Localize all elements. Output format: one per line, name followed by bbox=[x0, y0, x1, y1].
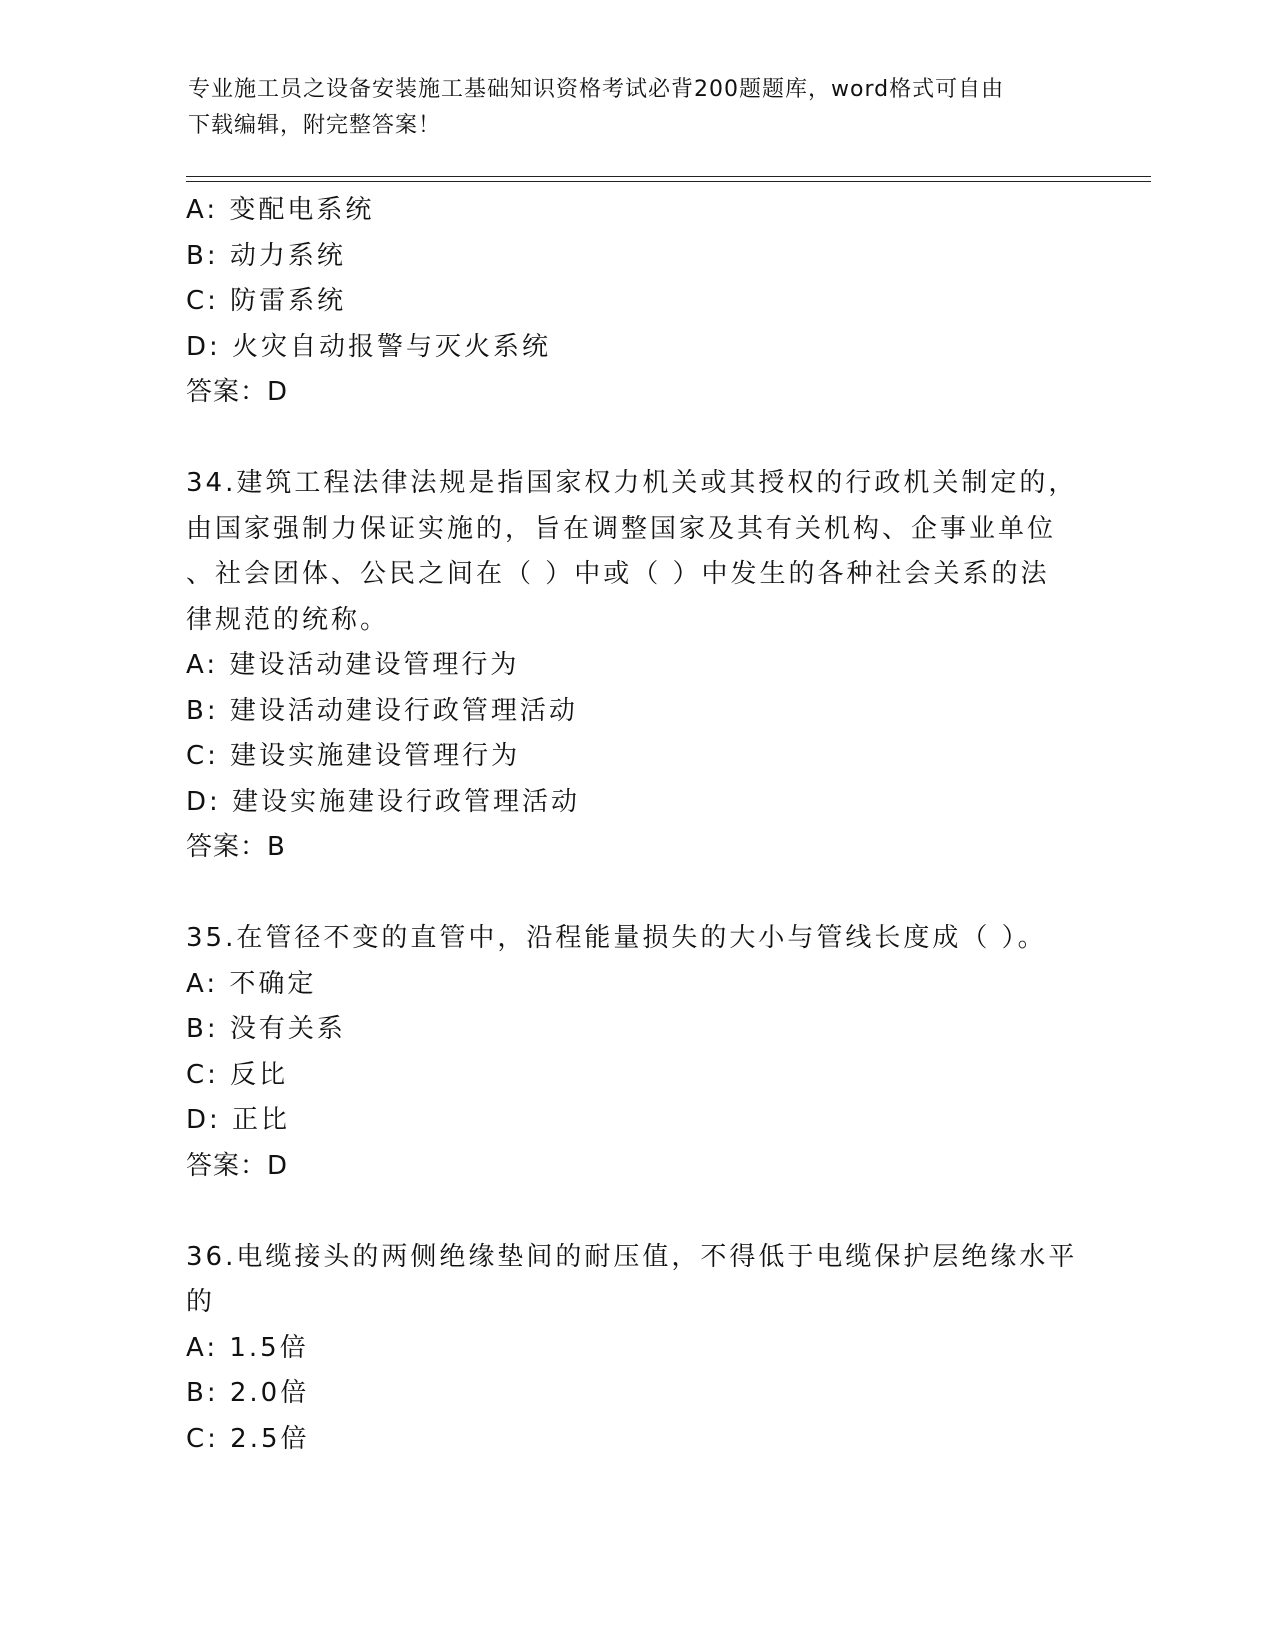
option-a: A: 建设活动建设管理行为 bbox=[186, 650, 520, 680]
question-spacer bbox=[186, 871, 1086, 917]
header-line-2: 下载编辑，附完整答案！ bbox=[188, 113, 442, 138]
question-34 bbox=[186, 461, 1086, 871]
header-divider-bottom bbox=[186, 181, 1151, 182]
question-35 bbox=[186, 916, 1086, 1189]
document-header bbox=[188, 72, 1068, 144]
option-b: B: 2.0倍 bbox=[186, 1378, 310, 1408]
question-spacer bbox=[186, 416, 1086, 462]
option-d: D: 正比 bbox=[186, 1105, 291, 1135]
answer-line: 答案：B bbox=[186, 832, 286, 862]
option-b: B: 没有关系 bbox=[186, 1014, 346, 1044]
question-text-line: 36.电缆接头的两侧绝缘垫间的耐压值，不得低于电缆保护层绝缘水平 bbox=[186, 1241, 1078, 1272]
question-33 bbox=[186, 188, 1086, 416]
option-c: C: 建设实施建设管理行为 bbox=[186, 741, 521, 771]
option-c: C: 防雷系统 bbox=[186, 286, 347, 316]
header-line-1: 专业施工员之设备安装施工基础知识资格考试必背200题题库，word格式可自由 bbox=[188, 77, 1005, 102]
question-36 bbox=[186, 1235, 1086, 1463]
option-b: B: 动力系统 bbox=[186, 240, 346, 271]
question-spacer bbox=[186, 1189, 1086, 1235]
question-text-line: 的 bbox=[186, 1287, 216, 1317]
option-d: D: 建设实施建设行政管理活动 bbox=[186, 786, 581, 817]
option-a: A: 1.5倍 bbox=[186, 1332, 309, 1363]
question-text-line: 律规范的统称。 bbox=[186, 604, 390, 635]
question-text-line: 34.建筑工程法律法规是指国家权力机关或其授权的行政机关制定的， bbox=[186, 468, 1078, 498]
header-divider-top bbox=[186, 176, 1151, 177]
option-a: A: 不确定 bbox=[186, 968, 317, 999]
answer-line: 答案：D bbox=[186, 1150, 289, 1181]
option-c: C: 反比 bbox=[186, 1059, 289, 1090]
answer-line: 答案：D bbox=[186, 377, 289, 407]
question-text-line: 由国家强制力保证实施的，旨在调整国家及其有关机构、企事业单位 bbox=[186, 513, 1057, 544]
option-a: A: 变配电系统 bbox=[186, 195, 375, 225]
question-content bbox=[186, 188, 1086, 1462]
option-c: C: 2.5倍 bbox=[186, 1423, 310, 1454]
option-b: B: 建设活动建设行政管理活动 bbox=[186, 695, 578, 726]
question-text-line: 35.在管径不变的直管中，沿程能量损失的大小与管线长度成（ ）。 bbox=[186, 923, 1047, 953]
question-text-line: 、社会团体、公民之间在（ ）中或（ ）中发生的各种社会关系的法 bbox=[186, 559, 1050, 589]
option-d: D: 火灾自动报警与灭火系统 bbox=[186, 331, 552, 362]
